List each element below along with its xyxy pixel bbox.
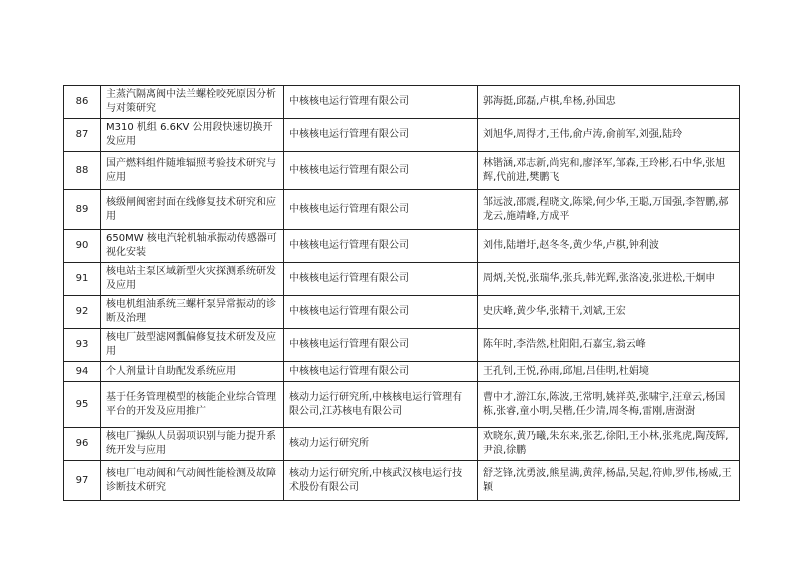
- organization: 中核核电运行管理有限公司: [284, 152, 478, 190]
- organization: 中核核电运行管理有限公司: [284, 362, 478, 382]
- row-number: 89: [64, 190, 101, 230]
- table-row: [64, 86, 740, 119]
- table-row: [64, 461, 740, 501]
- organization: 中核核电运行管理有限公司: [284, 329, 478, 362]
- project-title: 核电站主泵区域新型火灾探测系统研发及应用: [101, 263, 284, 296]
- participants: 刘旭华,周得才,王伟,俞卢涛,俞前军,刘强,陆玲: [478, 119, 740, 152]
- participants: 周炳,关悦,张瑞华,张兵,韩光辉,张洛凌,张进松,干炯申: [478, 263, 740, 296]
- organization: 中核核电运行管理有限公司: [284, 263, 478, 296]
- participants: 舒芝锋,沈勇波,熊星满,黄萍,杨晶,吴起,符帅,罗伟,杨威,王颖: [478, 461, 740, 501]
- participants: 曹中才,游江东,陈波,王常明,姚祥英,张啸宇,汪章云,杨国栋,张睿,童小明,吴楷,任少清,周冬梅,雷刚,唐澍澍: [478, 382, 740, 428]
- participants: 刘伟,陆增圩,赵冬冬,黄少华,卢棋,钟利波: [478, 230, 740, 263]
- row-number: 86: [64, 86, 101, 119]
- row-number: 95: [64, 382, 101, 428]
- table-row: [64, 362, 740, 382]
- participants: 陈年时,李浩然,杜阳阳,石嘉宝,翁云峰: [478, 329, 740, 362]
- project-title: 核电厂操纵人员弱项识别与能力提升系统开发与应用: [101, 428, 284, 461]
- organization: 核动力运行研究所,中核武汉核电运行技术股份有限公司: [284, 461, 478, 501]
- project-title: 核级闸阀密封面在线修复技术研究和应用: [101, 190, 284, 230]
- participants: 史庆峰,黄少华,张精干,刘斌,王宏: [478, 296, 740, 329]
- table-row: [64, 152, 740, 190]
- row-number: 91: [64, 263, 101, 296]
- project-title: 主蒸汽隔离阀中法兰螺栓咬死原因分析与对策研究: [101, 86, 284, 119]
- row-number: 92: [64, 296, 101, 329]
- project-title: 核电机组油系统三螺杆泵异常振动的诊断及治理: [101, 296, 284, 329]
- participants: 欢晓东,黄乃曦,朱东来,张艺,徐阳,王小林,张兆虎,陶茂辉,尹浪,徐鹏: [478, 428, 740, 461]
- project-title: 核电厂电动阀和气动阀性能检测及故障诊断技术研究: [101, 461, 284, 501]
- row-number: 93: [64, 329, 101, 362]
- participants: 邹远波,邵震,程晓文,陈梁,何少华,王聪,万国强,李智鹏,郝龙云,施靖峰,方成平: [478, 190, 740, 230]
- row-number: 97: [64, 461, 101, 501]
- table-row: [64, 382, 740, 428]
- organization: 核动力运行研究所,中核核电运行管理有限公司,江苏核电有限公司: [284, 382, 478, 428]
- participants: 林锴涵,邓志新,尚宪和,廖泽军,邹森,王玲彬,石中华,张旭辉,代前进,樊鹏飞: [478, 152, 740, 190]
- row-number: 96: [64, 428, 101, 461]
- table-row: [64, 329, 740, 362]
- organization: 中核核电运行管理有限公司: [284, 230, 478, 263]
- table-row: [64, 296, 740, 329]
- row-number: 94: [64, 362, 101, 382]
- project-title: 国产燃料组件随堆辐照考验技术研究与应用: [101, 152, 284, 190]
- row-number: 90: [64, 230, 101, 263]
- row-number: 87: [64, 119, 101, 152]
- project-title: 核电厂鼓型滤网瓢偏修复技术研发及应用: [101, 329, 284, 362]
- organization: 中核核电运行管理有限公司: [284, 119, 478, 152]
- organization: 中核核电运行管理有限公司: [284, 190, 478, 230]
- project-title: M310 机组 6.6KV 公用段快速切换开发应用: [101, 119, 284, 152]
- table-row: [64, 119, 740, 152]
- organization: 中核核电运行管理有限公司: [284, 86, 478, 119]
- participants: 王孔钊,王悦,孙雨,邱旭,吕佳明,杜娟境: [478, 362, 740, 382]
- award-table: [63, 85, 740, 501]
- table-row: [64, 230, 740, 263]
- row-number: 88: [64, 152, 101, 190]
- project-title: 基于任务管理模型的核能企业综合管理平台的开发及应用推广: [101, 382, 284, 428]
- project-title: 个人剂量计自助配发系统应用: [101, 362, 284, 382]
- project-title: 650MW 核电汽轮机轴承振动传感器可视化安装: [101, 230, 284, 263]
- organization: 中核核电运行管理有限公司: [284, 296, 478, 329]
- table-row: [64, 263, 740, 296]
- organization: 核动力运行研究所: [284, 428, 478, 461]
- table-row: [64, 428, 740, 461]
- participants: 郭海挺,邱磊,卢棋,牟杨,孙国忠: [478, 86, 740, 119]
- table-row: [64, 190, 740, 230]
